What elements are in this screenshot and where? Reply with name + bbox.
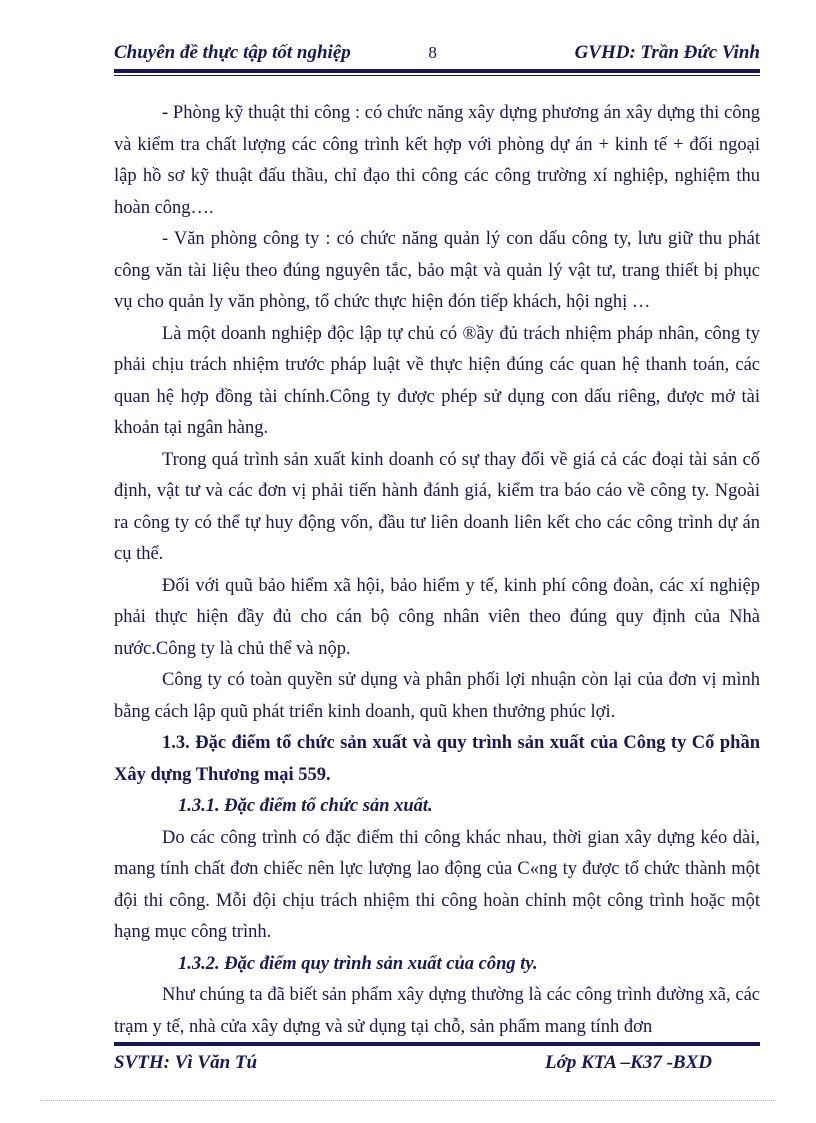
paragraph: Đối với quũ bảo hiểm xã hội, bảo hiểm y tế, kinh phí công đoàn, các xí nghiệp phải thực hiện đầy đủ cho cán bộ công nhân viên theo đúng quy định của Nhà nước.Công ty là chủ thể và nộp.: [114, 575, 760, 659]
page-number: 8: [428, 43, 437, 62]
paragraph: Trong quá trình sản xuất kinh doanh có sự thay đổi về giá cả các đoại tài sản cố định, vật tư và các đơn vị phải tiến hành đánh giá, kiểm tra báo cáo về công ty. Ngoài ra công ty có thể tự huy động vốn, đầu tư liên doanh liên kết cho các công trình dự án cụ thể.: [114, 449, 760, 564]
paragraph: Do các công trình có đặc điểm thi công khác nhau, thời gian xây dựng kéo dài, mang tính chất đơn chiếc nên lực lượng lao động của C«ng ty được tổ chức thành một đội thi công. Mỗi đội chịu trách nhiệm thi công hoàn chỉnh một công trình hoặc một hạng mục công trình.: [114, 827, 760, 942]
section-heading-1-3-2: 1.3.2. Đặc điểm quy trình sản xuất của công ty.: [178, 953, 538, 974]
footer-student: SVTH: Vì Văn Tú: [114, 1052, 258, 1073]
document-body: [114, 98, 760, 1043]
paragraph: - Phòng kỹ thuật thi công : có chức năng xây dựng phương án xây dựng thi công và kiểm tra chất lượng các công trình kết hợp với phòng dự án + kinh tế + đối ngoại lập hồ sơ kỹ thuật đấu thầu, chỉ đạo thi công các công trường xí nghiệp, nghiệm thu hoàn công….: [114, 103, 760, 218]
page-footer: [114, 1042, 760, 1074]
section-heading-1-3-1: 1.3.1. Đặc điểm tổ chức sản xuất.: [178, 796, 433, 816]
header-rule-thin: [114, 75, 760, 76]
page-header: [114, 42, 760, 64]
paragraph: Như chúng ta đã biết sản phẩm xây dựng thường là các công trình đường xã, các trạm y tế, nhà cửa xây dựng và sử dụng tại chỗ, sản phẩm mang tính đơn: [114, 985, 760, 1037]
section-heading-1-3: 1.3. Đặc điểm tổ chức sản xuất và quy trình sản xuất của Công ty Cổ phần Xây dựng Thương mại 559.: [114, 733, 760, 785]
footer-rule: [114, 1042, 760, 1046]
header-advisor: GVHD: Trần Đức Vinh: [574, 42, 760, 63]
paragraph: Là một doanh nghiệp độc lập tự chủ có ®ầy đủ trách nhiệm pháp nhân, công ty phải chịu trách nhiệm trước pháp luật về thực hiện đúng các quan hệ thanh toán, các quan hệ hợp đồng tài chính.Công ty được phép sử dụng con dấu riêng, được mở tài khoản tại ngân hàng.: [114, 323, 760, 438]
header-title: Chuyên đề thực tập tốt nghiệp: [114, 42, 351, 63]
header-rule-thick: [114, 69, 760, 73]
bottom-dotted-line: [40, 1100, 776, 1101]
footer-class: Lớp KTA –K37 -BXD: [545, 1052, 712, 1073]
paragraph: Công ty có toàn quyền sử dụng và phân phối lợi nhuận còn lại của đơn vị mình bằng cách lập quũ phát triển kinh doanh, quũ khen thưởng phúc lợi.: [114, 670, 760, 722]
paragraph: - Văn phòng công ty : có chức năng quản lý con dấu công ty, lưu giữ thu phát công văn tài liệu theo đúng nguyên tắc, bảo mật và quản lý vật tư, trang thiết bị phục vụ cho quản ly văn phòng, tổ chức thực hiện đón tiếp khách, hội nghị …: [114, 229, 760, 312]
